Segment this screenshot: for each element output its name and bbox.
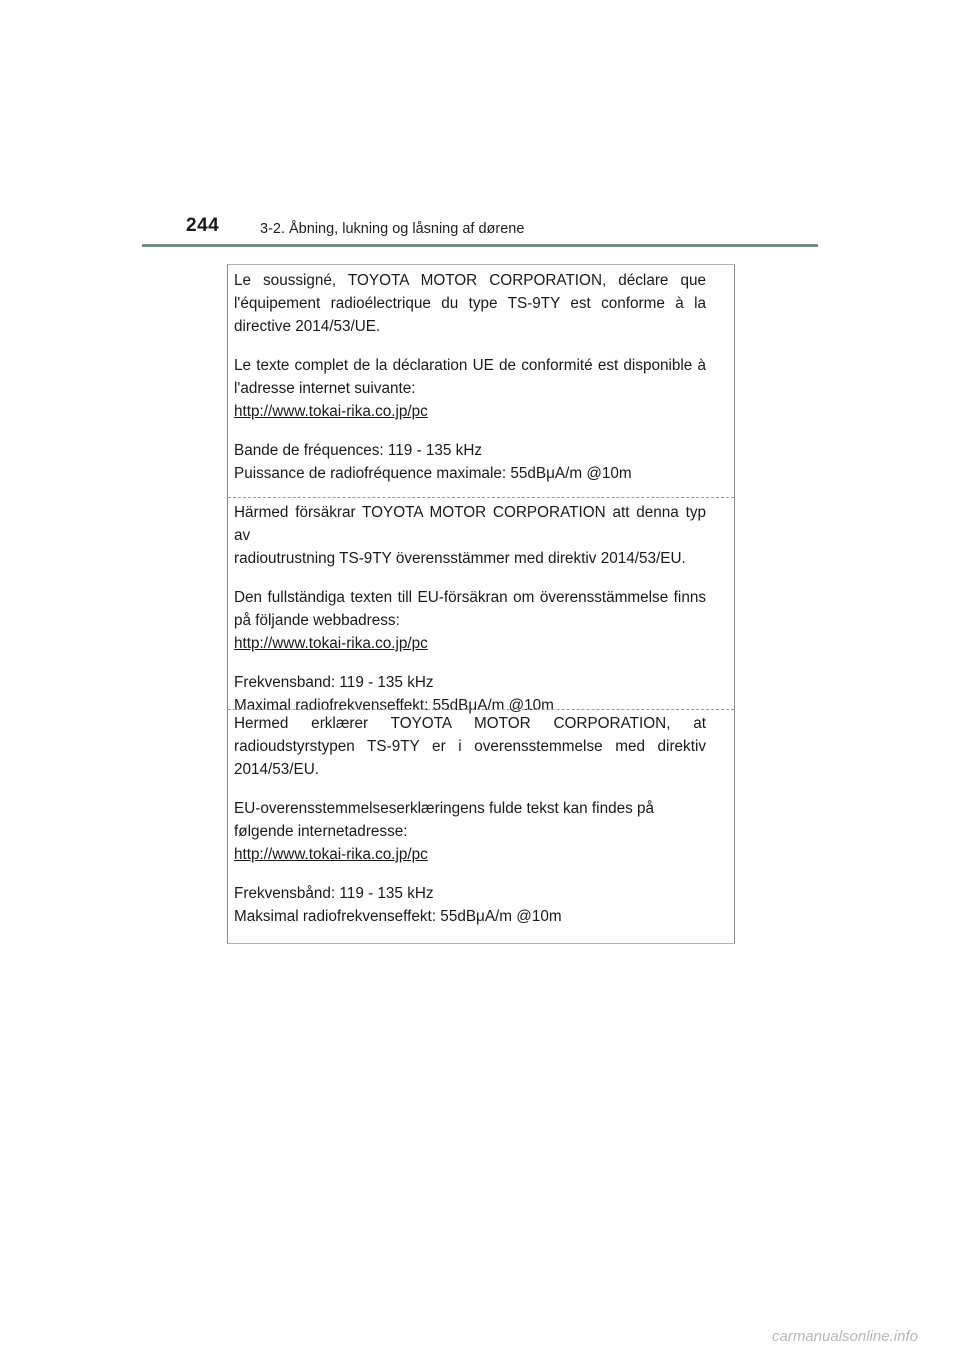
danish-conformity-paragraph: [234, 712, 706, 781]
declaration-box: [227, 264, 735, 944]
section-divider: [228, 709, 734, 710]
french-url-link[interactable]: http://www.tokai-rika.co.jp/pc: [234, 403, 428, 420]
danish-text-line: følgende internetadresse:: [234, 823, 408, 840]
swedish-text-line: Härmed försäkrar TOYOTA MOTOR CORPORATION att denna typ av: [234, 504, 706, 544]
french-frequency-band: Bande de fréquences: 119 - 135 kHz: [234, 442, 483, 459]
french-conformity-paragraph: [234, 269, 706, 338]
swedish-max-power: Maximal radiofrekvenseffekt: 55dBμA/m @10m: [234, 697, 554, 714]
danish-text-line: EU-overensstemmelseserklæringens fulde tekst kan findes på: [234, 800, 655, 817]
danish-declaration: [234, 712, 706, 928]
french-text-line: l'équipement radioélectrique du type TS-9TY est conforme à la: [234, 295, 706, 312]
danish-availability-paragraph: [234, 797, 706, 866]
danish-max-power: Maksimal radiofrekvenseffekt: 55dBμA/m @10m: [234, 908, 562, 925]
swedish-availability-paragraph: [234, 586, 706, 655]
header-rule: [142, 244, 818, 247]
french-declaration: [234, 269, 706, 485]
page-number: 244: [186, 215, 220, 236]
swedish-frequency-paragraph: [234, 671, 706, 717]
watermark: carmanualsonline.info: [772, 1328, 918, 1345]
danish-frequency-paragraph: [234, 882, 706, 928]
swedish-frequency-band: Frekvensband: 119 - 135 kHz: [234, 674, 434, 691]
section-divider: [228, 497, 734, 498]
french-text-line: Le soussigné, TOYOTA MOTOR CORPORATION, déclare que: [234, 272, 706, 289]
french-max-power: Puissance de radiofréquence maximale: 55dBμA/m @10m: [234, 465, 632, 482]
danish-text-line: radioudstyrstypen TS-9TY er i overensstemmelse med direktiv: [234, 738, 706, 755]
swedish-url-link[interactable]: http://www.tokai-rika.co.jp/pc: [234, 635, 428, 652]
swedish-conformity-paragraph: [234, 501, 706, 570]
danish-text-line: Hermed erklærer TOYOTA MOTOR CORPORATION, at: [234, 715, 706, 732]
french-text-line: Le texte complet de la déclaration UE de conformité est disponible à: [234, 357, 706, 374]
danish-frequency-band: Frekvensbånd: 119 - 135 kHz: [234, 885, 434, 902]
swedish-text-line: på följande webbadress:: [234, 612, 400, 629]
swedish-text-line: Den fullständiga texten till EU-försäkran om överensstämmelse finns: [234, 589, 706, 606]
swedish-declaration: [234, 501, 706, 717]
french-availability-paragraph: [234, 354, 706, 423]
swedish-text-line: radioutrustning TS-9TY överensstämmer med direktiv 2014/53/EU.: [234, 550, 686, 567]
danish-url-link[interactable]: http://www.tokai-rika.co.jp/pc: [234, 846, 428, 863]
french-frequency-paragraph: [234, 439, 706, 485]
danish-text-line: 2014/53/EU.: [234, 761, 320, 778]
french-text-line: directive 2014/53/UE.: [234, 318, 381, 335]
french-text-line: l'adresse internet suivante:: [234, 380, 416, 397]
section-title: 3-2. Åbning, lukning og låsning af dørene: [260, 221, 525, 237]
